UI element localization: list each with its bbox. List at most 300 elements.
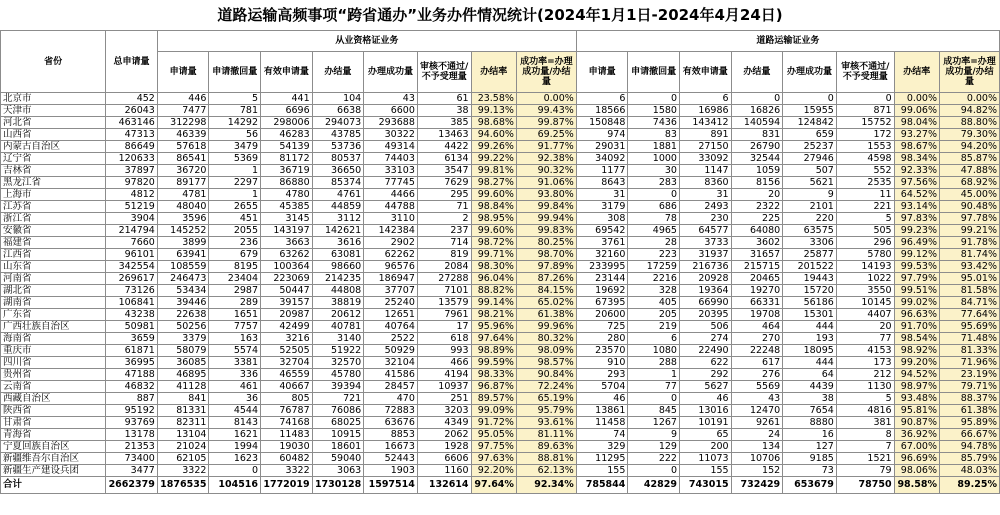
value-cell: 46283 [261,129,313,141]
value-cell: 90.84% [516,369,576,381]
province-cell: 新疆生产建设兵团 [1,465,106,477]
value-cell: 42829 [628,477,680,494]
value-cell: 36085 [157,357,209,369]
value-cell: 3550 [836,285,894,297]
value-cell: 1580 [628,105,680,117]
value-cell: 3322 [157,465,209,477]
value-cell: 84.71% [940,297,1000,309]
value-cell: 74168 [261,417,313,429]
value-cell: 622 [679,357,731,369]
value-cell: 470 [364,393,418,405]
value-cell: 99.09% [471,405,516,417]
value-cell: 99.12% [894,249,939,261]
value-cell: 95.81% [894,405,939,417]
value-cell: 288 [628,357,680,369]
value-cell: 269617 [106,273,158,285]
value-cell: 40667 [261,381,313,393]
value-cell: 15301 [783,309,837,321]
value-cell: 3179 [576,201,628,213]
value-cell: 73126 [106,285,158,297]
province-cell: 广西壮族自治区 [1,321,106,333]
value-cell: 3112 [312,213,364,225]
value-cell: 98.54% [894,333,939,345]
value-cell: 99.81% [471,165,516,177]
value-cell: 20 [836,321,894,333]
value-cell: 17259 [628,261,680,273]
value-cell: 84.15% [516,285,576,297]
value-cell: 4816 [836,405,894,417]
value-cell: 81172 [261,153,313,165]
value-cell: 3904 [106,213,158,225]
value-cell: 6638 [312,105,364,117]
table-row [1,129,1000,141]
value-cell: 0 [783,93,837,105]
value-cell: 9 [628,429,680,441]
value-cell: 2055 [209,225,261,237]
value-cell: 92.38% [516,153,576,165]
value-cell: 831 [731,129,783,141]
value-cell: 98.21% [471,309,516,321]
value-cell: 99.13% [471,105,516,117]
value-cell: 67.00% [894,441,939,453]
province-cell: 新疆维吾尔自治区 [1,453,106,465]
value-cell: 618 [417,333,471,345]
stats-table [0,30,1000,494]
value-cell: 44808 [312,285,364,297]
value-cell: 53434 [157,285,209,297]
value-cell: 93.42% [940,261,1000,273]
table-row [1,357,1000,369]
table-row [1,273,1000,285]
header-total-apps: 总申请量 [106,31,158,93]
value-cell: 20928 [679,273,731,285]
value-cell: 312298 [157,117,209,129]
value-cell: 88.80% [940,117,1000,129]
value-cell: 1 [209,189,261,201]
value-cell: 99.59% [471,357,516,369]
value-cell: 845 [628,405,680,417]
value-cell: 1621 [209,429,261,441]
value-cell: 99.26% [471,141,516,153]
value-cell: 223 [628,249,680,261]
value-cell: 46895 [157,369,209,381]
value-cell: 3479 [209,141,261,153]
value-cell: 89177 [157,177,209,189]
value-cell: 2297 [209,177,261,189]
value-cell: 98.30% [471,261,516,273]
total-row [1,477,1000,494]
value-cell: 5627 [679,381,731,393]
value-cell: 5569 [731,381,783,393]
value-cell: 98.68% [471,117,516,129]
table-row [1,237,1000,249]
value-cell: 295 [417,189,471,201]
table-row [1,189,1000,201]
value-cell: 4407 [836,309,894,321]
value-cell: 142384 [364,225,418,237]
value-cell: 65.19% [516,393,576,405]
value-cell: 36995 [106,357,158,369]
value-cell: 76086 [312,405,364,417]
value-cell: 98.57% [516,357,576,369]
value-cell: 93.48% [894,393,939,405]
value-cell: 56186 [783,297,837,309]
value-cell: 45780 [312,369,364,381]
value-cell: 71.48% [940,333,1000,345]
value-cell: 27288 [417,273,471,285]
value-cell: 11458 [576,417,628,429]
value-cell: 13178 [106,429,158,441]
value-cell: 1994 [209,441,261,453]
value-cell: 3596 [157,213,209,225]
header-transport-col-1: 申请撤回量 [628,52,680,93]
value-cell: 85374 [312,177,364,189]
value-cell: 1080 [628,345,680,357]
value-cell: 81.33% [940,345,1000,357]
value-cell: 12470 [731,405,783,417]
province-cell: 上海市 [1,189,106,201]
province-cell: 贵州省 [1,369,106,381]
value-cell: 20612 [312,309,364,321]
value-cell: 9261 [731,417,783,429]
value-cell: 1623 [209,453,261,465]
value-cell: 60482 [261,453,313,465]
value-cell: 2 [417,213,471,225]
value-cell: 63941 [157,249,209,261]
value-cell: 79.71% [940,381,1000,393]
value-cell: 11483 [261,429,313,441]
value-cell: 57618 [157,141,209,153]
value-cell: 90.48% [940,201,1000,213]
value-cell: 679 [209,249,261,261]
value-cell: 61 [417,93,471,105]
value-cell: 0 [628,93,680,105]
value-cell: 99.21% [940,225,1000,237]
value-cell: 887 [106,393,158,405]
value-cell: 452 [106,93,158,105]
value-cell: 64 [783,369,837,381]
value-cell: 155 [679,465,731,477]
province-cell: 北京市 [1,93,106,105]
value-cell: 17 [417,321,471,333]
value-cell: 21024 [157,441,209,453]
value-cell: 98.67% [894,141,939,153]
value-cell: 92.20% [471,465,516,477]
value-cell: 3733 [679,237,731,249]
value-cell: 99.60% [471,189,516,201]
value-cell: 65.02% [516,297,576,309]
value-cell: 96.49% [894,237,939,249]
value-cell: 1881 [628,141,680,153]
value-cell: 56 [209,129,261,141]
province-cell: 浙江省 [1,213,106,225]
value-cell: 77.64% [940,309,1000,321]
value-cell: 36.92% [894,429,939,441]
value-cell: 99.84% [516,201,576,213]
value-cell: 0 [628,393,680,405]
value-cell: 1 [209,165,261,177]
value-cell: 72.24% [516,381,576,393]
value-cell: 5704 [576,381,628,393]
table-row [1,105,1000,117]
value-cell: 42499 [261,321,313,333]
value-cell: 1597514 [364,477,418,494]
value-cell: 89.63% [516,441,576,453]
value-cell: 13861 [576,405,628,417]
value-cell: 41586 [364,369,418,381]
value-cell: 910 [576,357,628,369]
value-cell: 88.81% [516,453,576,465]
province-cell: 江苏省 [1,201,106,213]
value-cell: 120633 [106,153,158,165]
value-cell: 2902 [364,237,418,249]
value-cell: 16 [783,429,837,441]
value-cell: 5574 [209,345,261,357]
value-cell: 99.96% [516,321,576,333]
value-cell: 3203 [417,405,471,417]
table-row [1,141,1000,153]
value-cell: 32544 [731,153,783,165]
value-cell: 99.23% [894,225,939,237]
value-cell: 20600 [576,309,628,321]
value-cell: 15955 [783,105,837,117]
value-cell: 173 [836,357,894,369]
value-cell: 66331 [731,297,783,309]
value-cell: 31 [576,189,628,201]
table-row [1,441,1000,453]
value-cell: 86541 [157,153,209,165]
value-cell: 5621 [783,177,837,189]
value-cell: 1059 [731,165,783,177]
value-cell: 9 [783,189,837,201]
value-cell: 50447 [261,285,313,297]
value-cell: 145252 [157,225,209,237]
value-cell: 4544 [209,405,261,417]
header-group-transport: 道路运输证业务 [576,31,999,52]
value-cell: 3145 [261,213,313,225]
value-cell: 90.87% [894,417,939,429]
value-cell: 93.80% [516,189,576,201]
value-cell: 2062 [417,429,471,441]
value-cell: 93.27% [894,129,939,141]
value-cell: 44788 [364,201,418,213]
header-qualification-col-6: 办结率 [471,52,516,93]
value-cell: 7436 [628,117,680,129]
value-cell: 686 [628,201,680,213]
value-cell: 13016 [679,405,731,417]
table-row [1,333,1000,345]
value-cell: 1651 [209,309,261,321]
value-cell: 6134 [417,153,471,165]
value-cell: 3761 [576,237,628,249]
table-row [1,393,1000,405]
value-cell: 95.01% [940,273,1000,285]
value-cell: 68.92% [940,177,1000,189]
value-cell: 205 [628,309,680,321]
value-cell: 152 [731,465,783,477]
value-cell: 653679 [783,477,837,494]
value-cell: 19708 [731,309,783,321]
value-cell: 23144 [576,273,628,285]
table-row [1,453,1000,465]
value-cell: 308 [576,213,628,225]
value-cell: 293688 [364,117,418,129]
value-cell: 66990 [679,297,731,309]
value-cell: 19692 [576,285,628,297]
value-cell: 20987 [261,309,313,321]
header-transport-col-5: 审核不通过/不予受理量 [836,52,894,93]
header-transport-col-0: 申请量 [576,52,628,93]
value-cell: 22490 [679,345,731,357]
value-cell: 294073 [312,117,364,129]
table-row [1,369,1000,381]
value-cell: 98.97% [894,381,939,393]
value-cell: 99.22% [471,153,516,165]
value-cell: 22248 [731,345,783,357]
value-cell: 7101 [417,285,471,297]
value-cell: 3663 [261,237,313,249]
value-cell: 83 [628,129,680,141]
value-cell: 37707 [364,285,418,297]
value-cell: 49314 [364,141,418,153]
value-cell: 1147 [679,165,731,177]
province-cell: 云南省 [1,381,106,393]
value-cell: 5369 [209,153,261,165]
value-cell: 617 [731,357,783,369]
value-cell: 93769 [106,417,158,429]
value-cell: 2655 [209,201,261,213]
value-cell: 441 [261,93,313,105]
value-cell: 98.34% [894,153,939,165]
value-cell: 251 [417,393,471,405]
value-cell: 18601 [312,441,364,453]
value-cell: 92.34% [516,477,576,494]
value-cell: 94.82% [940,105,1000,117]
value-cell: 46832 [106,381,158,393]
value-cell: 276 [731,369,783,381]
value-cell: 0 [628,189,680,201]
value-cell: 88.37% [940,393,1000,405]
table-row [1,177,1000,189]
value-cell: 7757 [209,321,261,333]
value-cell: 132614 [417,477,471,494]
value-cell: 96.87% [471,381,516,393]
value-cell: 99.60% [471,225,516,237]
value-cell: 30322 [364,129,418,141]
value-cell: 98.95% [471,213,516,225]
value-cell: 99.02% [894,297,939,309]
value-cell: 46 [576,393,628,405]
value-cell: 21353 [106,441,158,453]
value-cell: 64577 [679,225,731,237]
value-cell: 9185 [783,453,837,465]
value-cell: 43238 [106,309,158,321]
value-cell: 19270 [731,285,783,297]
value-cell: 99.20% [894,357,939,369]
value-cell: 3616 [312,237,364,249]
value-cell: 871 [836,105,894,117]
value-cell: 98.27% [471,177,516,189]
value-cell: 714 [417,237,471,249]
value-cell: 552 [836,165,894,177]
value-cell: 13579 [417,297,471,309]
value-cell: 219 [628,321,680,333]
province-cell: 山西省 [1,129,106,141]
value-cell: 444 [783,357,837,369]
value-cell: 54139 [261,141,313,153]
province-cell: 湖北省 [1,285,106,297]
value-cell: 7654 [783,405,837,417]
value-cell: 14193 [836,261,894,273]
value-cell: 150848 [576,117,628,129]
value-cell: 6600 [364,105,418,117]
value-cell: 24 [731,429,783,441]
value-cell: 85.87% [940,153,1000,165]
value-cell: 32104 [364,357,418,369]
value-cell: 37897 [106,165,158,177]
value-cell: 2987 [209,285,261,297]
header-qualification-col-7: 成功率=办理成功量/办结量 [516,52,576,93]
province-cell: 海南省 [1,333,106,345]
value-cell: 45385 [261,201,313,213]
value-cell: 99.53% [894,261,939,273]
value-cell: 215715 [731,261,783,273]
value-cell: 3381 [209,357,261,369]
value-cell: 200 [679,441,731,453]
value-cell: 328 [628,285,680,297]
value-cell: 99.51% [894,285,939,297]
value-cell: 96101 [106,249,158,261]
value-cell: 19030 [261,441,313,453]
value-cell: 52505 [261,345,313,357]
value-cell: 86649 [106,141,158,153]
value-cell: 230 [679,213,731,225]
value-cell: 5 [836,213,894,225]
province-cell: 山东省 [1,261,106,273]
value-cell: 36650 [312,165,364,177]
value-cell: 43 [731,393,783,405]
value-cell: 97.75% [471,441,516,453]
value-cell: 90.32% [516,165,576,177]
value-cell: 4466 [364,189,418,201]
table-row [1,165,1000,177]
value-cell: 8143 [209,417,261,429]
value-cell: 81331 [157,405,209,417]
value-cell: 5 [209,93,261,105]
value-cell: 71.96% [940,357,1000,369]
header-transport-col-4: 办理成功量 [783,52,837,93]
value-cell: 4439 [783,381,837,393]
table-row [1,225,1000,237]
value-cell: 8360 [679,177,731,189]
value-cell: 46559 [261,369,313,381]
value-cell: 127 [783,441,837,453]
value-cell: 10706 [731,453,783,465]
value-cell: 1903 [364,465,418,477]
value-cell: 505 [836,225,894,237]
value-cell: 26790 [731,141,783,153]
value-cell: 212 [836,369,894,381]
value-cell: 63262 [261,249,313,261]
value-cell: 2322 [731,201,783,213]
value-cell: 293 [576,369,628,381]
value-cell: 72883 [364,405,418,417]
value-cell: 336 [209,369,261,381]
table-row [1,297,1000,309]
value-cell: 74403 [364,153,418,165]
value-cell: 77 [836,333,894,345]
value-cell: 1876535 [157,477,209,494]
